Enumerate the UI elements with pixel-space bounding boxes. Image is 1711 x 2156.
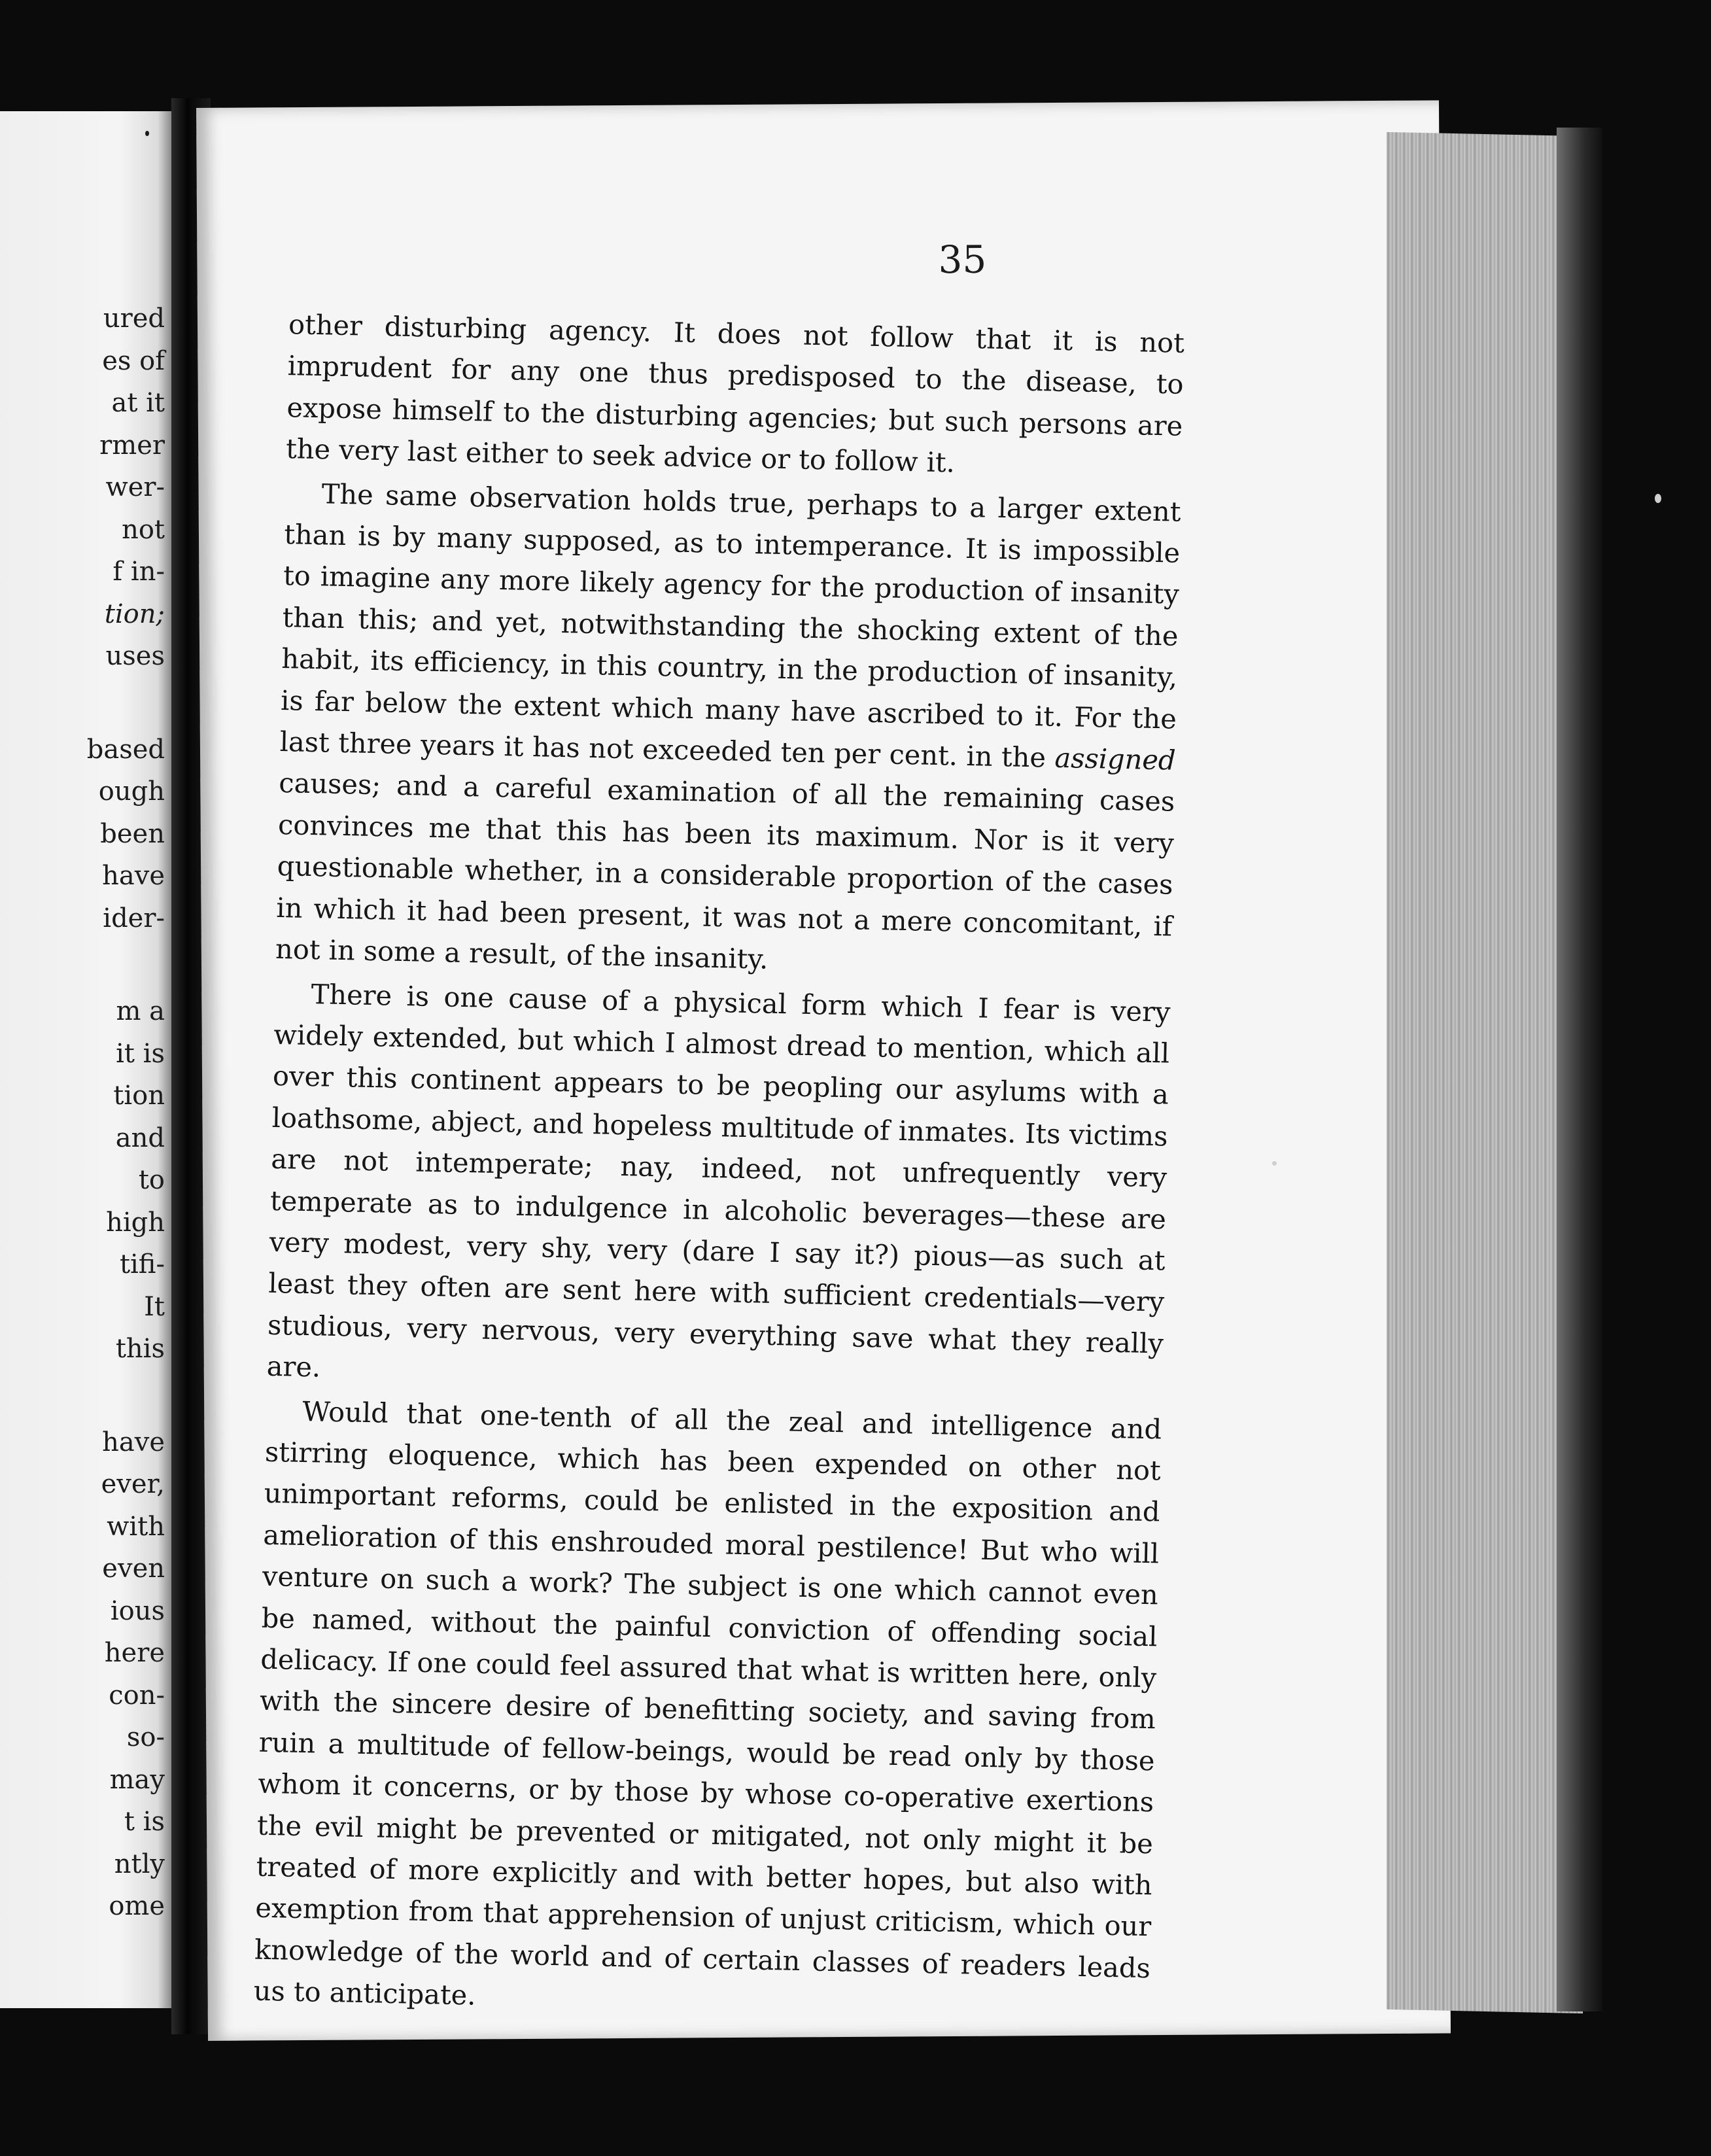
left-line: tifi- (119, 1249, 165, 1279)
paragraph-4: Would that one-tenth of all the zeal and intelligence and stirring eloquence, which has been expended on other not unimportant reforms, could be enlisted in the exposition and amelioration of this enshrouded moral pestilence! But who will venture on such a work? The subject is one which cannot even be named, without the painful conviction of offending social delicacy. If one could feel assured that what is written here, only with the sincere desire of benefitting society, and saving from ruin a multitude of fellow-beings, would be read only by those whom it concerns, or by those by whose co-operative exertions the evil might be prevented or mitigated, not only might it be treated of more explicitly and with better hopes, but also with exemption from that apprehension of unjust criticism, which our knowledge of the world and of certain classes of readers leads us to anticipate. (253, 1395, 1162, 2011)
left-line: ious (110, 1595, 165, 1626)
left-line: been (100, 818, 165, 849)
left-line: tion (113, 1081, 165, 1111)
left-line: ured (103, 304, 165, 334)
left-facing-page (0, 111, 171, 2008)
left-line: based (86, 734, 165, 765)
left-line: here (104, 1638, 165, 1668)
left-line: ntly (114, 1849, 165, 1879)
left-line: so- (126, 1722, 165, 1752)
left-page-line-fragments (14, 298, 165, 1928)
left-line (14, 593, 165, 636)
left-line-gap (14, 939, 165, 990)
paragraph-3: There is one cause of a physical form which I fear is very widely extended, but which I almost dread to mention, which all over this continent appears to be peopling our asylums with a loathsome, abject, and hopeless multitude of inmates. Its victims are not intemperate; nay, indeed, not unfrequently very temperate as to indulgence in alcoholic beverages—these are very modest, very shy, very (dare I say it?) pious—as such at least they often are sent here with sufficient credentials—very studious, very nervous, very everything save what they really are. (266, 977, 1171, 1383)
left-line: es of (102, 345, 165, 376)
left-line: wer- (105, 472, 165, 502)
left-line-gap (14, 678, 165, 729)
paragraph-1: other disturbing agency. It does not follow that it is not imprudent for any one thus predisposed to the disease, to expose himself to the disturbing agencies; but such persons are the very last either to seek advice or to follow it. (285, 308, 1185, 479)
paragraph-2-head: The same observation holds true, perhaps to a larger extent than is by many supposed, as to intemperance. It is impossible to imagine any more likely agency for the production of insanity than this; and yet, notwithstanding the shocking extent of the habit, its efficiency, in this country, in the production of insanity, is far below the extent which many have ascribed to it. For the last three years it has not exceeded ten per cent. in the (279, 477, 1181, 774)
book-edge-shadow (1557, 128, 1602, 2011)
left-line: m a (116, 996, 165, 1026)
left-line: this (115, 1334, 165, 1364)
left-line: ever, (101, 1469, 165, 1499)
paragraph-2-italic-word: assigned (1054, 741, 1177, 776)
dust-speck (1272, 1161, 1277, 1166)
left-line: have (102, 861, 165, 891)
left-line: not (122, 514, 165, 545)
left-line: ider- (103, 903, 165, 933)
dust-speck (145, 131, 149, 136)
left-line: have (102, 1427, 165, 1457)
right-page (196, 100, 1451, 2041)
left-line: rmer (99, 430, 165, 461)
left-line: ough (98, 776, 165, 807)
dust-speck (1655, 494, 1661, 503)
left-line: t is (124, 1807, 165, 1837)
left-line-gap (14, 1370, 165, 1421)
page-number: 35 (938, 237, 987, 283)
left-line: at it (111, 388, 165, 418)
page-body-text (253, 304, 1184, 2030)
left-line: high (106, 1207, 165, 1238)
left-line: It (144, 1291, 165, 1322)
left-line: and (115, 1122, 165, 1153)
paragraph-2 (275, 472, 1182, 988)
left-line: it is (116, 1038, 165, 1069)
left-line: may (109, 1764, 165, 1795)
left-line: with (107, 1511, 165, 1542)
left-line-italic: tion; (104, 599, 165, 629)
paragraph-2-tail: causes; and a careful examination of all the remaining cases convinces me that this has been its maximum. Nor is it very questionable whether, in a considerable proportion of the cases in which it had been present, it was not a mere concomitant, if not in some a result, of the insanity. (275, 767, 1175, 975)
book-fore-edge (1387, 132, 1583, 2013)
left-line: even (102, 1554, 165, 1584)
left-line: to (138, 1165, 165, 1195)
left-line: ome (109, 1891, 165, 1921)
left-line: uses (105, 641, 165, 671)
left-line: f in- (112, 557, 165, 587)
left-line: con- (109, 1680, 165, 1711)
